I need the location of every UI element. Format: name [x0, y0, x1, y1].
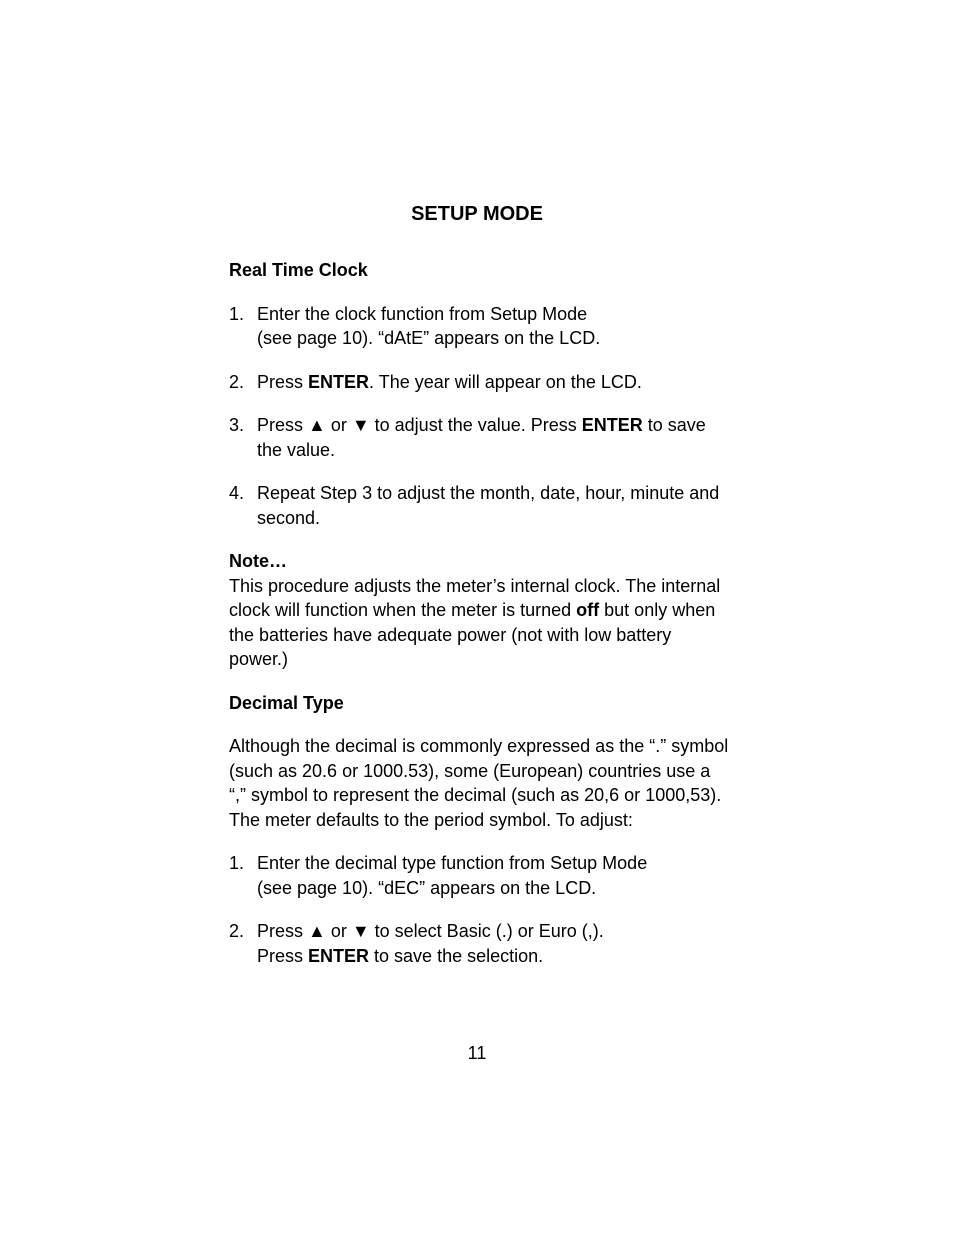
page-number: 11 [467, 1043, 487, 1063]
note-text [229, 574, 729, 672]
decimal-type-heading: Decimal Type [229, 692, 344, 713]
clock-step-1 [229, 302, 729, 351]
step-line: (see page 10). “dEC” appears on the LCD. [257, 877, 597, 898]
note-text-pre: This procedure adjusts the meter’s internal clock. The internal clock will function when the meter is turned [229, 575, 721, 620]
step-number: 4. [229, 483, 245, 503]
step-text-post: . The year will appear on the LCD. [369, 371, 642, 392]
enter-key-label: ENTER [308, 371, 370, 392]
note-heading: Note… [229, 551, 287, 571]
step-text-post: to save the value. [257, 415, 706, 460]
step-text-post: to save the selection. [369, 945, 544, 966]
real-time-clock-steps [229, 302, 729, 531]
decimal-type-intro: Although the decimal is commonly expressed as the “.” symbol (such as 20.6 or 1000.53), some (European) countries use a “,” symbol to represent the decimal (such as 20,6 or 1000,53). The meter defaults to the period symbol. To adjust: [229, 736, 729, 830]
step-line: Press ▲ or ▼ to select Basic (.) or Euro (,). [257, 921, 604, 941]
decimal-step-1 [229, 851, 729, 900]
step-line: (see page 10). “dAtE” appears on the LCD. [257, 328, 601, 348]
enter-key-label: ENTER [308, 945, 370, 966]
clock-step-4 [229, 481, 729, 530]
clock-step-3 [229, 413, 729, 462]
step-text-pre: Press ▲ or ▼ to adjust the value. Press [257, 415, 582, 435]
note-text-post: but only when the batteries have adequate power (not with low battery power.) [229, 600, 716, 669]
step-number: 3. [229, 415, 245, 435]
step-line: Enter the decimal type function from Setup Mode [257, 853, 648, 873]
off-emphasis: off [576, 600, 600, 620]
decimal-type-steps [229, 851, 729, 968]
step-text-pre: Press [257, 371, 309, 392]
page-content [229, 200, 729, 987]
step-text [257, 944, 729, 969]
step-number: 1. [229, 853, 245, 873]
step-text-pre: Press [257, 945, 309, 966]
step-line: Enter the clock function from Setup Mode [257, 303, 588, 324]
page-title: SETUP MODE [411, 203, 543, 225]
enter-key-label: ENTER [581, 415, 643, 435]
step-text [257, 413, 729, 462]
decimal-step-2 [229, 919, 729, 968]
step-text: Repeat Step 3 to adjust the month, date, hour, minute and second. [257, 483, 720, 528]
step-number: 1. [229, 303, 245, 324]
step-number: 2. [229, 371, 245, 392]
clock-step-2 [229, 370, 729, 395]
step-text [257, 370, 729, 395]
real-time-clock-heading: Real Time Clock [229, 260, 368, 280]
step-number: 2. [229, 921, 245, 941]
